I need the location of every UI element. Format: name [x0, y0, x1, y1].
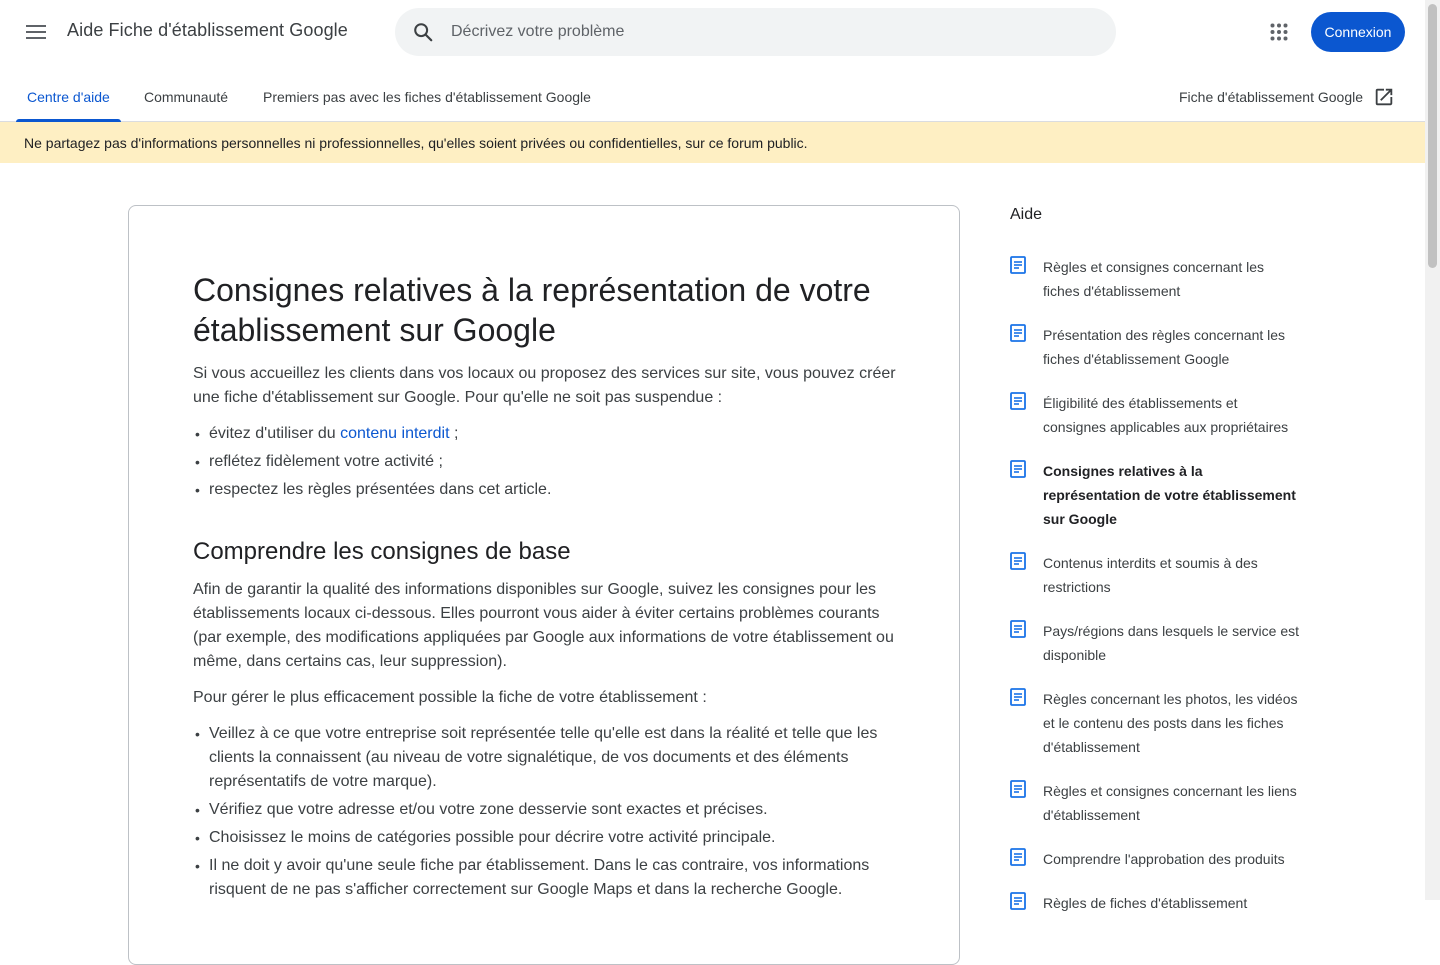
nav-tabs: [0, 72, 1425, 122]
page-scrollbar[interactable]: [1425, 0, 1440, 900]
article-intro: Si vous accueillez les clients dans vos locaux ou proposez des services sur site, vous pouvez créer une fiche d'établissement sur Google. Pour qu'elle ne soit pas suspendue :: [193, 365, 896, 406]
tab-getting-started[interactable]: Premiers pas avec les fiches d'établissement Google: [263, 88, 591, 105]
article-icon: [1010, 460, 1026, 478]
sidebar-item[interactable]: [1010, 255, 1300, 303]
prohibited-content-link[interactable]: contenu interdit: [340, 425, 450, 442]
article-icon: [1010, 620, 1026, 638]
tab-community[interactable]: Communauté: [144, 88, 229, 105]
sidebar-title: Aide: [1010, 206, 1043, 223]
section-paragraph: Afin de garantir la qualité des informations disponibles sur Google, suivez les consignes pour les établissements locaux ci-dessous. Elles pourront vous aider à éviter certains problèmes courants (par exemple, des modifications appliquées par Google aux informations de votre établissement ou même, dans certains cas, leur suppression).: [193, 581, 894, 670]
apps-grid-icon: [1270, 23, 1288, 41]
sidebar-item-label: Règles et consignes concernant les liens d'établissement: [1043, 783, 1297, 823]
sidebar-item-label: Comprendre l'approbation des produits: [1043, 851, 1285, 867]
section-paragraph: Pour gérer le plus efficacement possible la fiche de votre établissement :: [193, 689, 707, 706]
search-bar[interactable]: [395, 8, 1116, 56]
article-card: [128, 205, 960, 965]
sidebar-item-label: Présentation des règles concernant les fiches d'établissement Google: [1043, 327, 1286, 367]
article-icon: [1010, 324, 1026, 342]
sidebar-item-label: Contenus interdits et soumis à des restrictions: [1043, 555, 1258, 595]
sidebar-item-label: Pays/régions dans lesquels le service est disponible: [1043, 623, 1300, 663]
sidebar-item-label: Éligibilité des établissements et consignes applicables aux propriétaires: [1043, 395, 1289, 435]
list-item: • respectez les règles présentées dans cet article.: [193, 478, 903, 502]
list-item: • reflétez fidèlement votre activité ;: [193, 450, 903, 474]
external-link-label: Fiche d'établissement Google: [1179, 88, 1363, 105]
article-icon: [1010, 780, 1026, 798]
sidebar-item[interactable]: [1010, 891, 1300, 915]
scrollbar-thumb[interactable]: [1428, 4, 1437, 268]
sidebar-item-label: Consignes relatives à la représentation de votre établissement sur Google: [1043, 463, 1296, 527]
sidebar-item-label: Règles de fiches d'établissement: [1043, 895, 1248, 911]
search-input[interactable]: [451, 23, 1051, 41]
guidelines-list: [193, 722, 903, 902]
sidebar-item[interactable]: [1010, 551, 1300, 599]
sidebar-item-current[interactable]: [1010, 459, 1300, 531]
banner-text: Ne partagez pas d'informations personnelles ni professionnelles, qu'elles soient privées ou confidentielles, sur ce forum public.: [24, 134, 808, 151]
article-icon: [1010, 392, 1026, 410]
open-in-new-icon: [1373, 86, 1395, 108]
sidebar-item[interactable]: [1010, 779, 1300, 827]
main-menu-button[interactable]: [16, 12, 56, 52]
signin-button[interactable]: Connexion: [1311, 12, 1405, 52]
list-item: • Il ne doit y avoir qu'une seule fiche par établissement. Dans le cas contraire, vos informations risquent de ne pas s'afficher correctement sur Google Maps et dans la recherche Google.: [193, 854, 903, 902]
article-title: Consignes relatives à la représentation de votre établissement sur Google: [193, 272, 871, 348]
top-bar: [0, 0, 1425, 64]
list-item: • Veillez à ce que votre entreprise soit représentée telle qu'elle est dans la réalité et telle que les clients la connaissent (au niveau de votre signalétique, de vos documents et des éléments représentatifs de votre marque).: [193, 722, 903, 794]
google-apps-button[interactable]: [1259, 12, 1299, 52]
list-item: • Vérifiez que votre adresse et/ou votre zone desservie sont exactes et précises.: [193, 798, 903, 822]
sidebar-item[interactable]: [1010, 391, 1300, 439]
sidebar-item-label: Règles et consignes concernant les fiches d'établissement: [1043, 259, 1265, 299]
intro-list: [193, 422, 903, 502]
article-icon: [1010, 552, 1026, 570]
external-product-link[interactable]: [1179, 72, 1395, 121]
app-title[interactable]: Aide Fiche d'établissement Google: [67, 20, 348, 40]
article-icon: [1010, 688, 1026, 706]
tab-help-center[interactable]: Centre d'aide: [27, 72, 110, 121]
article-icon: [1010, 892, 1026, 910]
sidebar-item-label: Règles concernant les photos, les vidéos et le contenu des posts dans les fiches d'établissement: [1043, 691, 1298, 755]
sidebar-item[interactable]: [1010, 847, 1300, 871]
article-icon: [1010, 256, 1026, 274]
sidebar-item[interactable]: [1010, 323, 1300, 371]
section-title: Comprendre les consignes de base: [193, 538, 571, 565]
sidebar-item[interactable]: [1010, 619, 1300, 667]
sidebar-nav: [1010, 255, 1300, 935]
article-icon: [1010, 848, 1026, 866]
sidebar-item[interactable]: [1010, 687, 1300, 759]
list-item: • Choisissez le moins de catégories possible pour décrire votre activité principale.: [193, 826, 903, 850]
privacy-warning-banner: [0, 122, 1425, 163]
search-icon[interactable]: [395, 8, 451, 56]
hamburger-menu-icon: [26, 25, 46, 39]
list-item: • évitez d'utiliser du contenu interdit ;: [193, 422, 903, 446]
